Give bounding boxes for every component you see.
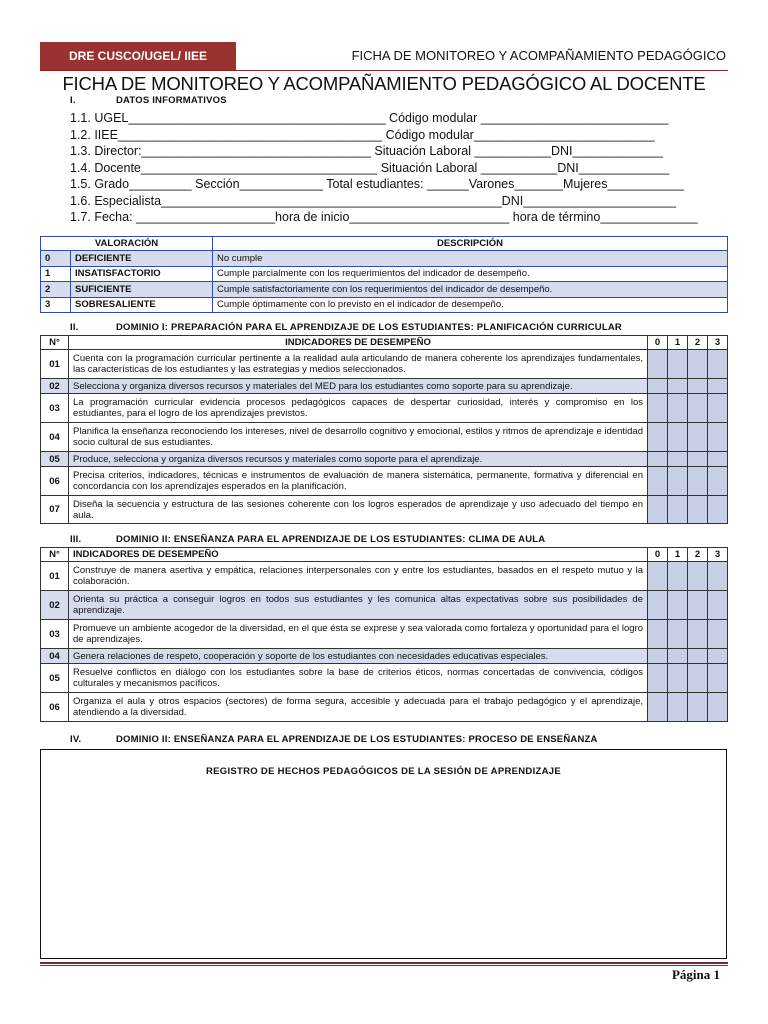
score-cell-3[interactable]	[708, 423, 728, 452]
valoracion-row	[41, 266, 728, 282]
score-cell-0[interactable]	[648, 452, 668, 467]
header-badge: DRE CUSCO/UGEL/ IIEE	[40, 42, 236, 70]
indicator-text: Precisa criterios, indicadores, técnicas e instrumentos de evaluación de manera sistemática, permanente, formativa y diferencial en concordancia con los aprendizajes esperados en la planificación.	[69, 467, 648, 496]
dominio-1-table	[40, 335, 728, 524]
score-cell-0[interactable]	[648, 423, 668, 452]
score-cell-2[interactable]	[688, 620, 708, 649]
score-cell-0[interactable]	[648, 496, 668, 524]
score-cell-2[interactable]	[688, 496, 708, 524]
score-cell-1[interactable]	[668, 394, 688, 423]
indicator-number: 01	[41, 562, 69, 591]
valoracion-desc: Cumple óptimamente con lo previsto en el indicador de desempeño.	[213, 297, 728, 313]
score-cell-0[interactable]	[648, 620, 668, 649]
indicator-number: 07	[41, 496, 69, 524]
valoracion-head: VALORACIÓN	[41, 237, 213, 251]
indicator-row	[41, 562, 728, 591]
score-cell-0[interactable]	[648, 467, 668, 496]
col-score-2-head: 2	[688, 336, 708, 350]
col-score-3-head: 3	[708, 548, 728, 562]
score-cell-3[interactable]	[708, 394, 728, 423]
dominio-2-table	[40, 547, 728, 722]
score-cell-1[interactable]	[668, 379, 688, 394]
field-grado[interactable]: 1.5. Grado_________ Sección____________ Total estudiantes: ______Varones_______Mujeres___________	[70, 177, 684, 191]
valoracion-label: DEFICIENTE	[71, 251, 213, 267]
section-3-heading	[70, 534, 545, 545]
valoracion-row	[41, 282, 728, 298]
col-indicadores-head: INDICADORES DE DESEMPEÑO	[69, 336, 648, 350]
indicator-number: 01	[41, 350, 69, 379]
score-cell-0[interactable]	[648, 562, 668, 591]
score-cell-0[interactable]	[648, 664, 668, 693]
score-cell-2[interactable]	[688, 664, 708, 693]
section-3-number: III.	[70, 534, 82, 545]
indicator-row	[41, 467, 728, 496]
header-rule	[40, 70, 728, 71]
valoracion-code: 0	[41, 251, 71, 267]
score-cell-3[interactable]	[708, 649, 728, 664]
section-2-heading	[70, 322, 622, 333]
section-4-number: IV.	[70, 734, 82, 745]
valoracion-desc: No cumple	[213, 251, 728, 267]
indicator-text: Produce, selecciona y organiza diversos recursos y materiales como soporte para el aprendizaje.	[69, 452, 648, 467]
col-score-1-head: 1	[668, 548, 688, 562]
page-number: Página 1	[671, 967, 720, 982]
score-cell-3[interactable]	[708, 452, 728, 467]
indicator-text: Planifica la enseñanza reconociendo los intereses, nivel de desarrollo cognitivo y emocional, estilos y ritmos de aprendizaje e identidad socio cultural de sus estudiantes.	[69, 423, 648, 452]
field-docente[interactable]: 1.4. Docente__________________________________ Situación Laboral ___________DNI_____________	[70, 160, 670, 175]
field-fecha[interactable]: 1.7. Fecha: ____________________hora de inicio_______________________ hora de término______________	[70, 210, 698, 224]
section-1-heading	[70, 95, 227, 106]
score-cell-0[interactable]	[648, 394, 668, 423]
score-cell-3[interactable]	[708, 693, 728, 722]
score-cell-1[interactable]	[668, 423, 688, 452]
indicator-number: 02	[41, 591, 69, 620]
indicator-text: La programación curricular evidencia procesos pedagógicos capaces de despertar curiosidad, interés y compromiso en los estudiantes, para el logro de los aprendizajes previstos.	[69, 394, 648, 423]
indicator-number: 05	[41, 452, 69, 467]
indicator-text: Selecciona y organiza diversos recursos y materiales del MED para los estudiantes como soporte para su aprendizaje.	[69, 379, 648, 394]
score-cell-0[interactable]	[648, 379, 668, 394]
registro-title: REGISTRO DE HECHOS PEDAGÓGICOS DE LA SESIÓN DE APRENDIZAJE	[205, 766, 562, 777]
indicator-text: Orienta su práctica a conseguir logros en todos sus estudiantes y les comunica altas expectativas sobre sus posibilidades de aprendizaje.	[69, 591, 648, 620]
score-cell-2[interactable]	[688, 649, 708, 664]
score-cell-2[interactable]	[688, 423, 708, 452]
score-cell-1[interactable]	[668, 649, 688, 664]
score-cell-2[interactable]	[688, 379, 708, 394]
col-score-3-head: 3	[708, 336, 728, 350]
indicator-row	[41, 350, 728, 379]
col-score-2-head: 2	[688, 548, 708, 562]
valoracion-row	[41, 251, 728, 267]
valoracion-desc: Cumple parcialmente con los requerimientos del indicador de desempeño.	[213, 266, 728, 282]
score-cell-3[interactable]	[708, 350, 728, 379]
section-2-number: II.	[70, 322, 79, 333]
score-cell-3[interactable]	[708, 379, 728, 394]
score-cell-1[interactable]	[668, 620, 688, 649]
score-cell-3[interactable]	[708, 467, 728, 496]
valoracion-desc: Cumple satisfactoriamente con los requerimientos del indicador de desempeño.	[213, 282, 728, 298]
indicator-number: 04	[41, 423, 69, 452]
score-cell-2[interactable]	[688, 350, 708, 379]
valoracion-code: 1	[41, 266, 71, 282]
indicator-number: 06	[41, 467, 69, 496]
field-director[interactable]: 1.3. Director:_________________________________ Situación Laboral ___________DNI_____________	[70, 144, 663, 158]
section-4-label: DOMINIO II: ENSEÑANZA PARA EL APRENDIZAJE DE LOS ESTUDIANTES: PROCESO DE ENSEÑANZA	[116, 734, 598, 745]
field-ugel[interactable]: 1.1. UGEL_____________________________________ Código modular ___________________________	[70, 111, 669, 125]
indicator-row	[41, 394, 728, 423]
valoracion-table	[40, 236, 728, 313]
indicator-text: Genera relaciones de respeto, cooperación y soporte de los estudiantes con necesidades educativas especiales.	[69, 649, 648, 664]
page-title: FICHA DE MONITOREO Y ACOMPAÑAMIENTO PEDAGÓGICO AL DOCENTE	[62, 73, 706, 94]
score-cell-1[interactable]	[668, 467, 688, 496]
valoracion-header-row	[41, 237, 728, 251]
indicator-row	[41, 649, 728, 664]
header-right-title: FICHA DE MONITOREO Y ACOMPAÑAMIENTO PEDAGÓGICO	[351, 48, 726, 63]
indicator-number: 03	[41, 394, 69, 423]
indicator-row	[41, 591, 728, 620]
indicator-number: 03	[41, 620, 69, 649]
score-cell-2[interactable]	[688, 467, 708, 496]
indicator-row	[41, 379, 728, 394]
col-n-head: N°	[41, 548, 69, 562]
score-cell-1[interactable]	[668, 350, 688, 379]
col-n-head: N°	[41, 336, 69, 350]
indicator-text: Promueve un ambiente acogedor de la diversidad, en el que ésta se exprese y sea valorada como fortaleza y oportunidad para el logro de aprendizajes.	[69, 620, 648, 649]
indicator-row	[41, 664, 728, 693]
indicator-row	[41, 693, 728, 722]
indicator-number: 02	[41, 379, 69, 394]
valoracion-code: 3	[41, 297, 71, 313]
indicator-row	[41, 496, 728, 524]
score-cell-3[interactable]	[708, 664, 728, 693]
footer-rule	[40, 962, 728, 964]
valoracion-row	[41, 297, 728, 313]
field-iiee[interactable]: 1.2. IIEE______________________________________ Código modular__________________________	[70, 127, 655, 142]
indicator-row	[41, 620, 728, 649]
dominio-1-header-row	[41, 336, 728, 350]
score-cell-2[interactable]	[688, 452, 708, 467]
score-cell-1[interactable]	[668, 452, 688, 467]
score-cell-3[interactable]	[708, 591, 728, 620]
registro-box[interactable]	[40, 749, 727, 959]
valoracion-label: INSATISFACTORIO	[71, 266, 213, 282]
score-cell-3[interactable]	[708, 496, 728, 524]
col-score-1-head: 1	[668, 336, 688, 350]
section-4-heading	[70, 734, 598, 745]
score-cell-2[interactable]	[688, 562, 708, 591]
indicator-row	[41, 423, 728, 452]
indicator-row	[41, 452, 728, 467]
section-2-label: DOMINIO I: PREPARACIÓN PARA EL APRENDIZAJE DE LOS ESTUDIANTES: PLANIFICACIÓN CURRICULAR	[116, 322, 622, 333]
col-score-0-head: 0	[648, 336, 668, 350]
indicator-text: Organiza el aula y otros espacios (sectores) de forma segura, accesible y adecuada para el trabajo pedagógico y el aprendizaje, atendiendo a la diversidad.	[69, 693, 648, 722]
col-indicadores-head: INDICADORES DE DESEMPEÑO	[69, 548, 648, 562]
score-cell-0[interactable]	[648, 693, 668, 722]
indicator-text: Resuelve conflictos en diálogo con los estudiantes sobre la base de criterios éticos, normas concertadas de convivencia, códigos culturales y mecanismos pacíficos.	[69, 664, 648, 693]
indicator-text: Cuenta con la programación curricular pertinente a la realidad aula articulando de manera coherente los aprendizajes fundamentales, las características de los estudiantes y las estrategias y medios seleccionados.	[69, 350, 648, 379]
score-cell-2[interactable]	[688, 591, 708, 620]
score-cell-2[interactable]	[688, 394, 708, 423]
indicator-number: 05	[41, 664, 69, 693]
footer-rule-thin	[40, 965, 728, 966]
score-cell-1[interactable]	[668, 562, 688, 591]
score-cell-0[interactable]	[648, 350, 668, 379]
score-cell-0[interactable]	[648, 649, 668, 664]
score-cell-1[interactable]	[668, 496, 688, 524]
section-3-label: DOMINIO II: ENSEÑANZA PARA EL APRENDIZAJE DE LOS ESTUDIANTES: CLIMA DE AULA	[116, 534, 546, 545]
section-1-label: DATOS INFORMATIVOS	[116, 95, 227, 106]
descripcion-head: DESCRIPCIÓN	[213, 237, 728, 251]
info-fields	[70, 110, 730, 226]
score-cell-1[interactable]	[668, 664, 688, 693]
section-1-number: I.	[70, 95, 76, 106]
col-score-0-head: 0	[648, 548, 668, 562]
dominio-2-header-row	[41, 548, 728, 562]
score-cell-3[interactable]	[708, 562, 728, 591]
field-especialista[interactable]: 1.6. Especialista_________________________________________________DNI______________________	[70, 193, 677, 208]
indicator-number: 04	[41, 649, 69, 664]
score-cell-1[interactable]	[668, 693, 688, 722]
score-cell-1[interactable]	[668, 591, 688, 620]
valoracion-label: SOBRESALIENTE	[71, 297, 213, 313]
indicator-text: Diseña la secuencia y estructura de las sesiones coherente con los logros esperados de aprendizaje y uso adecuado del tiempo en aula.	[69, 496, 648, 524]
indicator-number: 06	[41, 693, 69, 722]
indicator-text: Construye de manera asertiva y empática, relaciones interpersonales con y entre los estudiantes, basados en el respeto mutuo y la colaboración.	[69, 562, 648, 591]
score-cell-0[interactable]	[648, 591, 668, 620]
valoracion-code: 2	[41, 282, 71, 298]
score-cell-3[interactable]	[708, 620, 728, 649]
score-cell-2[interactable]	[688, 693, 708, 722]
valoracion-label: SUFICIENTE	[71, 282, 213, 298]
